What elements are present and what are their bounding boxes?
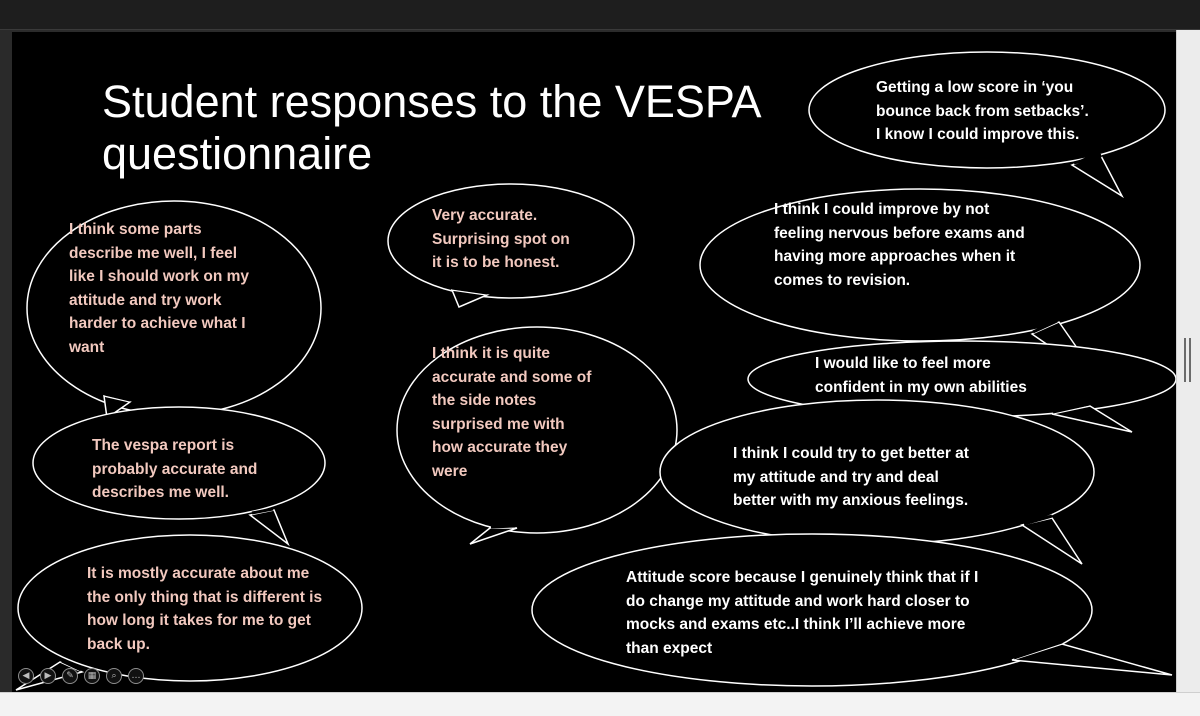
text-line: the only thing that is different is (87, 588, 323, 606)
response-6-text (815, 352, 1095, 399)
text-line: the side notes (432, 392, 537, 409)
text-line: I think I could try to get better at (733, 445, 969, 462)
text-line: Very accurate. (432, 207, 538, 224)
text-line: how long it takes for me to get (87, 612, 311, 629)
see-all-slides-icon[interactable]: ▦ (84, 668, 100, 684)
more-options-icon[interactable]: … (128, 668, 144, 684)
text-line: I think I could improve by not (774, 201, 990, 218)
text-line: Attitude score because I genuinely think that if I (626, 569, 979, 586)
left-margin (0, 30, 12, 716)
text-line: describes me well. (92, 484, 229, 501)
text-line: better with my anxious feelings. (733, 492, 969, 509)
text-line: I would like to feel more (815, 355, 991, 372)
pen-icon[interactable]: ✎ (62, 668, 78, 684)
response-10-text (626, 566, 1046, 660)
text-line: Surprising spot on (432, 230, 570, 248)
response-2-text (69, 218, 299, 359)
text-line: probably accurate and (92, 460, 258, 478)
text-line: like I should work on my (69, 268, 250, 285)
text-line: my attitude and try and deal (733, 468, 939, 486)
text-line: comes to revision. (774, 271, 911, 289)
text-line: The vespa report is (92, 437, 235, 454)
response-3-text (432, 204, 622, 275)
pane-splitter-handle[interactable] (1183, 338, 1193, 382)
text-line: back up. (87, 635, 150, 653)
text-line: mocks and exams etc..I think I’ll achieve more (626, 616, 966, 633)
text-line: it is to be honest. (432, 254, 560, 271)
text-line: than expect (626, 639, 713, 657)
text-line: I know I could improve this. (876, 126, 1080, 143)
text-line: It is mostly accurate about me (87, 565, 310, 582)
text-line: harder to achieve what I (69, 315, 246, 332)
text-line: surprised me with (432, 415, 565, 433)
text-line: want (69, 338, 105, 356)
response-8-text (733, 442, 1033, 513)
text-line: having more approaches when it (774, 248, 1016, 265)
text-line: accurate and some of (432, 368, 592, 386)
next-slide-button[interactable]: ▶ (40, 668, 56, 684)
text-line: were (432, 462, 468, 480)
zoom-icon[interactable]: ⌕ (106, 668, 122, 684)
text-line: attitude and try work (69, 291, 222, 309)
response-9-text (87, 562, 377, 656)
text-line: I think it is quite (432, 345, 550, 362)
text-line: confident in my own abilities (815, 378, 1027, 396)
response-7-text (92, 434, 312, 505)
presentation-slide (12, 32, 1176, 692)
bottom-status-strip (0, 692, 1200, 716)
response-5-text (432, 342, 632, 483)
slide-title: Student responses to the VESPA questionnaire (102, 76, 760, 179)
response-4-text (774, 198, 1074, 292)
response-1-text (876, 76, 1126, 147)
window-top-bar (0, 0, 1200, 30)
text-line: feeling nervous before exams and (774, 224, 1025, 242)
text-line: do change my attitude and work hard closer to (626, 592, 970, 610)
text-line: describe me well, I feel (69, 244, 237, 262)
text-line: how accurate they (432, 439, 568, 456)
previous-slide-button[interactable]: ◀ (18, 668, 34, 684)
text-line: Getting a low score in ‘you (876, 79, 1074, 96)
text-line: bounce back from setbacks’. (876, 102, 1089, 120)
text-line: I think some parts (69, 221, 202, 238)
